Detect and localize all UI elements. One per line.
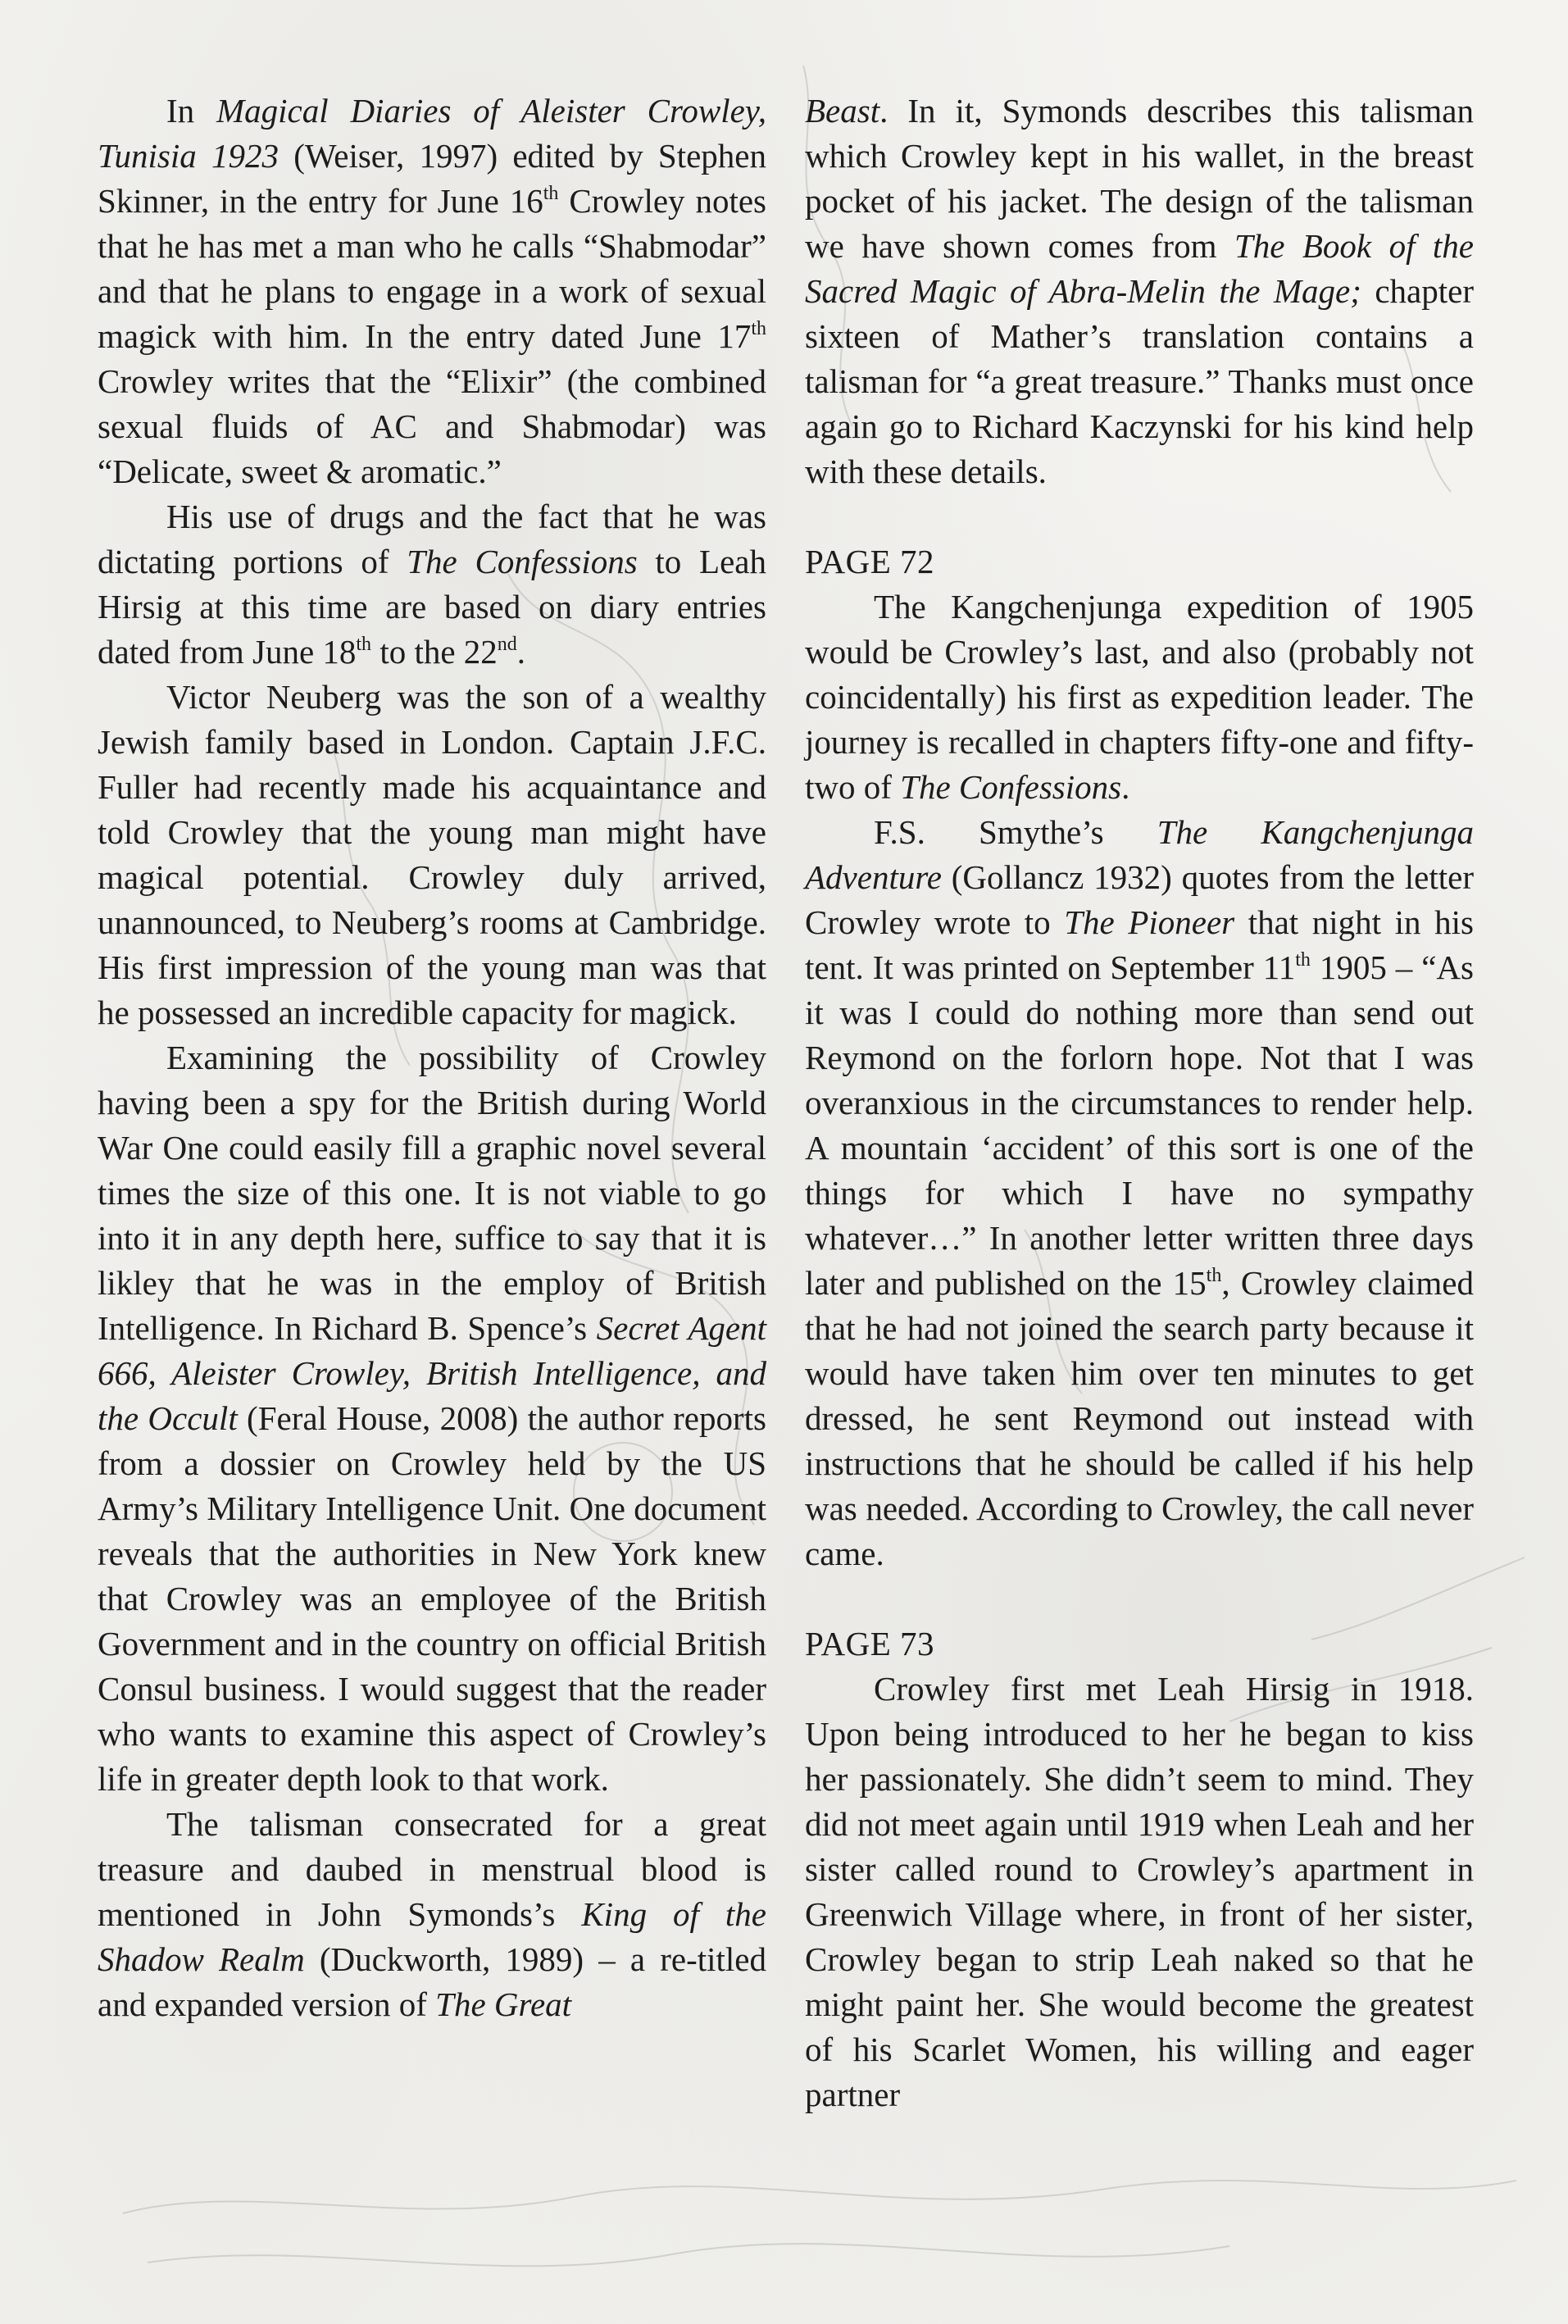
book-title: The Pioneer [1064, 903, 1235, 941]
paragraph: Crowley first met Leah Hirsig in 1918. Upon being introduced to her he began to kiss her passionately. She didn’t seem to mind. They did not meet again until 1919 when Leah and her sister called round to Crowley’s apartment in Greenwich Village where, in front of her sister, Crowley began to strip Leah naked so that he might paint her. She would become the greatest of his Scarlet Women, his willing and eager partner [805, 1670, 1474, 2113]
section-heading-page-73: PAGE 73 [805, 1625, 935, 1662]
paragraph: Beast. In it, Symonds describes this talisman which Crowley kept in his wallet, in the breast pocket of his jacket. The design of the talisman we have shown comes from The Book of the Sacred Magic of Abra-Melin the Mage; chapter sixteen of Mather’s translation contains a talisman for “a great treasure.” Thanks must once again go to Richard Kaczynski for his kind help with these details. [805, 92, 1475, 490]
book-title: The Great [435, 1985, 572, 2023]
section-heading-page-72: PAGE 72 [805, 543, 935, 580]
book-title: The Book of the Sacred Magic of Abra-Melin the Mage; [805, 227, 1474, 310]
paragraph: Examining the possibility of Crowley having been a spy for the British during World War One could easily fill a graphic novel several times the size of this one. It is not viable to go into it in any depth here, suffice to say that it is likley that he was in the employ of British Intelligence. In Richard B. Spence’s Secret Agent 666, Aleister Crowley, British Intelligence, and the Occult (Feral House, 2008) the author reports from a dossier on Crowley held by the US Army’s Military Intelligence Unit. One document reveals that the authorities in New York knew that Crowley was an employee of the British Government and in the country on official British Consul business. I would suggest that the reader who wants to examine this aspect of Crowley’s life in greater depth look to that work. [98, 1039, 766, 1798]
book-title: Magical Diaries of Aleister Crowley, Tunisia 1923 [98, 92, 766, 175]
paragraph: His use of drugs and the fact that he was dictating portions of The Confessions to Leah Hirsig at this time are based on diary entries dated from June 18th to the 22nd. [98, 498, 766, 671]
paragraph: F.S. Smythe’s The Kangchenjunga Adventure (Gollancz 1932) quotes from the letter Crowley wrote to The Pioneer that night in his tent. It was printed on September 11th 1905 – “As it was I could do nothing more than send out Reymond on the forlorn hope. Not that I was overanxious in the circumstances to render help. A mountain ‘accident’ of this sort is one of the things for which I have no sympathy whatever…” In another letter written three days later and published on the 15th, Crowley claimed that he had not joined the search party because it would have taken him over ten minutes to get dressed, he sent Reymond out instead with instructions that he should be called if his help was needed. According to Crowley, the call never came. [805, 813, 1475, 1572]
book-title: Beast [805, 92, 880, 130]
paragraph: The talisman consecrated for a great treasure and daubed in menstrual blood is mentioned in John Symonds’s King of the Shadow Realm (Duckworth, 1989) – a re-titled and expanded version of The Great [98, 1805, 766, 2023]
book-title: King of the Shadow Realm [98, 1895, 766, 1978]
paragraph: In Magical Diaries of Aleister Crowley, Tunisia 1923 (Weiser, 1997) edited by Stephen Skinner, in the entry for June 16th Crowley notes that he has met a man who he calls “Shabmodar” and that he plans to engage in a work of sexual magick with him. In the entry dated June 17th Crowley writes that the “Elixir” (the combined sexual fluids of AC and Shabmodar) was “Delicate, sweet & aromatic.” [98, 92, 766, 490]
book-title: The Confessions [900, 768, 1122, 806]
book-title: The Confessions [407, 543, 638, 580]
paragraph: The Kangchenjunga expedition of 1905 would be Crowley’s last, and also (probably not coincidentally) his first as expedition leader. The journey is recalled in chapters fifty-one and fifty-two of The Confessions. [805, 588, 1474, 806]
book-title: The Kangchenjunga Adventure [805, 813, 1475, 896]
paragraph: Victor Neuberg was the son of a wealthy Jewish family based in London. Captain J.F.C. Fuller had recently made his acquaintance and told Crowley that the young man might have magical potential. Crowley duly arrived, unannounced, to Neuberg’s rooms at Cambridge. His first impression of the young man was that he possessed an incredible capacity for magick. [98, 678, 766, 1031]
book-title: Secret Agent 666, Aleister Crowley, British Intelligence, and the Occult [98, 1309, 766, 1437]
left-text-column [98, 89, 766, 2027]
right-text-column [805, 89, 1474, 2117]
